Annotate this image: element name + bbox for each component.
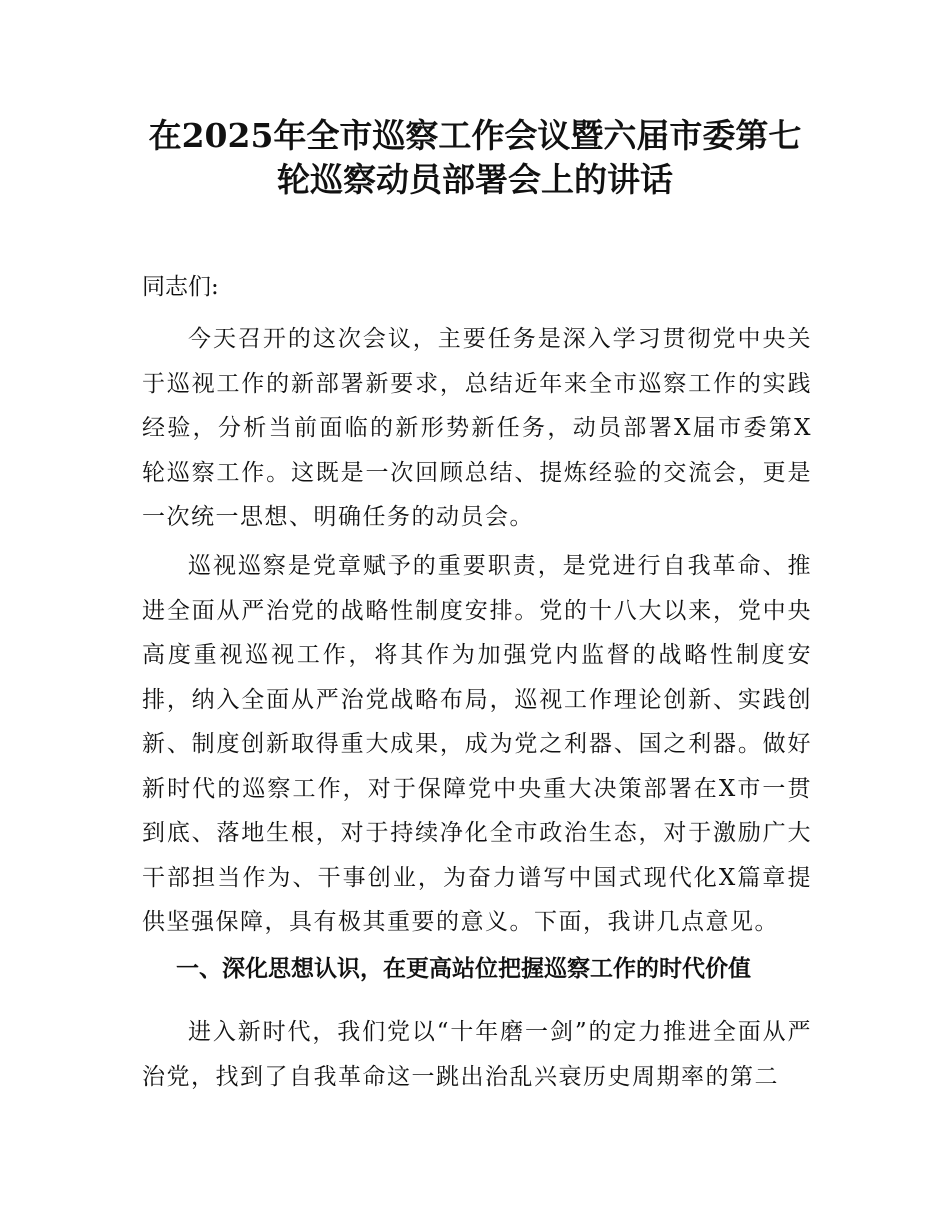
document-title-line-1: 在2025年全市巡察工作会议暨六届市委第七: [148, 116, 802, 155]
paragraph-significance: 巡视巡察是党章赋予的重要职责，是党进行自我革命、推进全面从严治党的战略性制度安排。党的十八大以来，党中央高度重视巡视工作，将其作为加强党内监督的战略性制度安排，纳入全面从严治党战略布局，巡视工作理论创新、实践创新、制度创新取得重大成果，成为党之利器、国之利器。做好新时代的巡察工作，对于保障党中央重大决策部署在X市一贯到底、落地生根，对于持续净化全市政治生态，对于激励广大干部担当作为、干事创业，为奋力谱写中国式现代化X篇章提供坚强保障，具有极其重要的意义。下面，我讲几点意见。: [142, 553, 812, 935]
section-heading-1: 一、深化思想认识，在更高站位把握巡察工作的时代价值: [176, 956, 751, 982]
document-title-line-2: 轮巡察动员部署会上的讲话: [277, 160, 673, 199]
paragraph-intro: 今天召开的这次会议，主要任务是深入学习贯彻党中央关于巡视工作的新部署新要求，总结近年来全市巡察工作的实践经验，分析当前面临的新形势新任务，动员部署X届市委第X轮巡察工作。这既是一次回顾总结、提炼经验的交流会，更是一次统一思想、明确任务的动员会。: [142, 326, 812, 530]
paragraph-section-1: 进入新时代，我们党以“十年磨一剑”的定力推进全面从严治党，找到了自我革命这一跳出治乱兴衰历史周期率的第二: [142, 1019, 812, 1090]
salutation: 同志们:: [142, 274, 219, 300]
